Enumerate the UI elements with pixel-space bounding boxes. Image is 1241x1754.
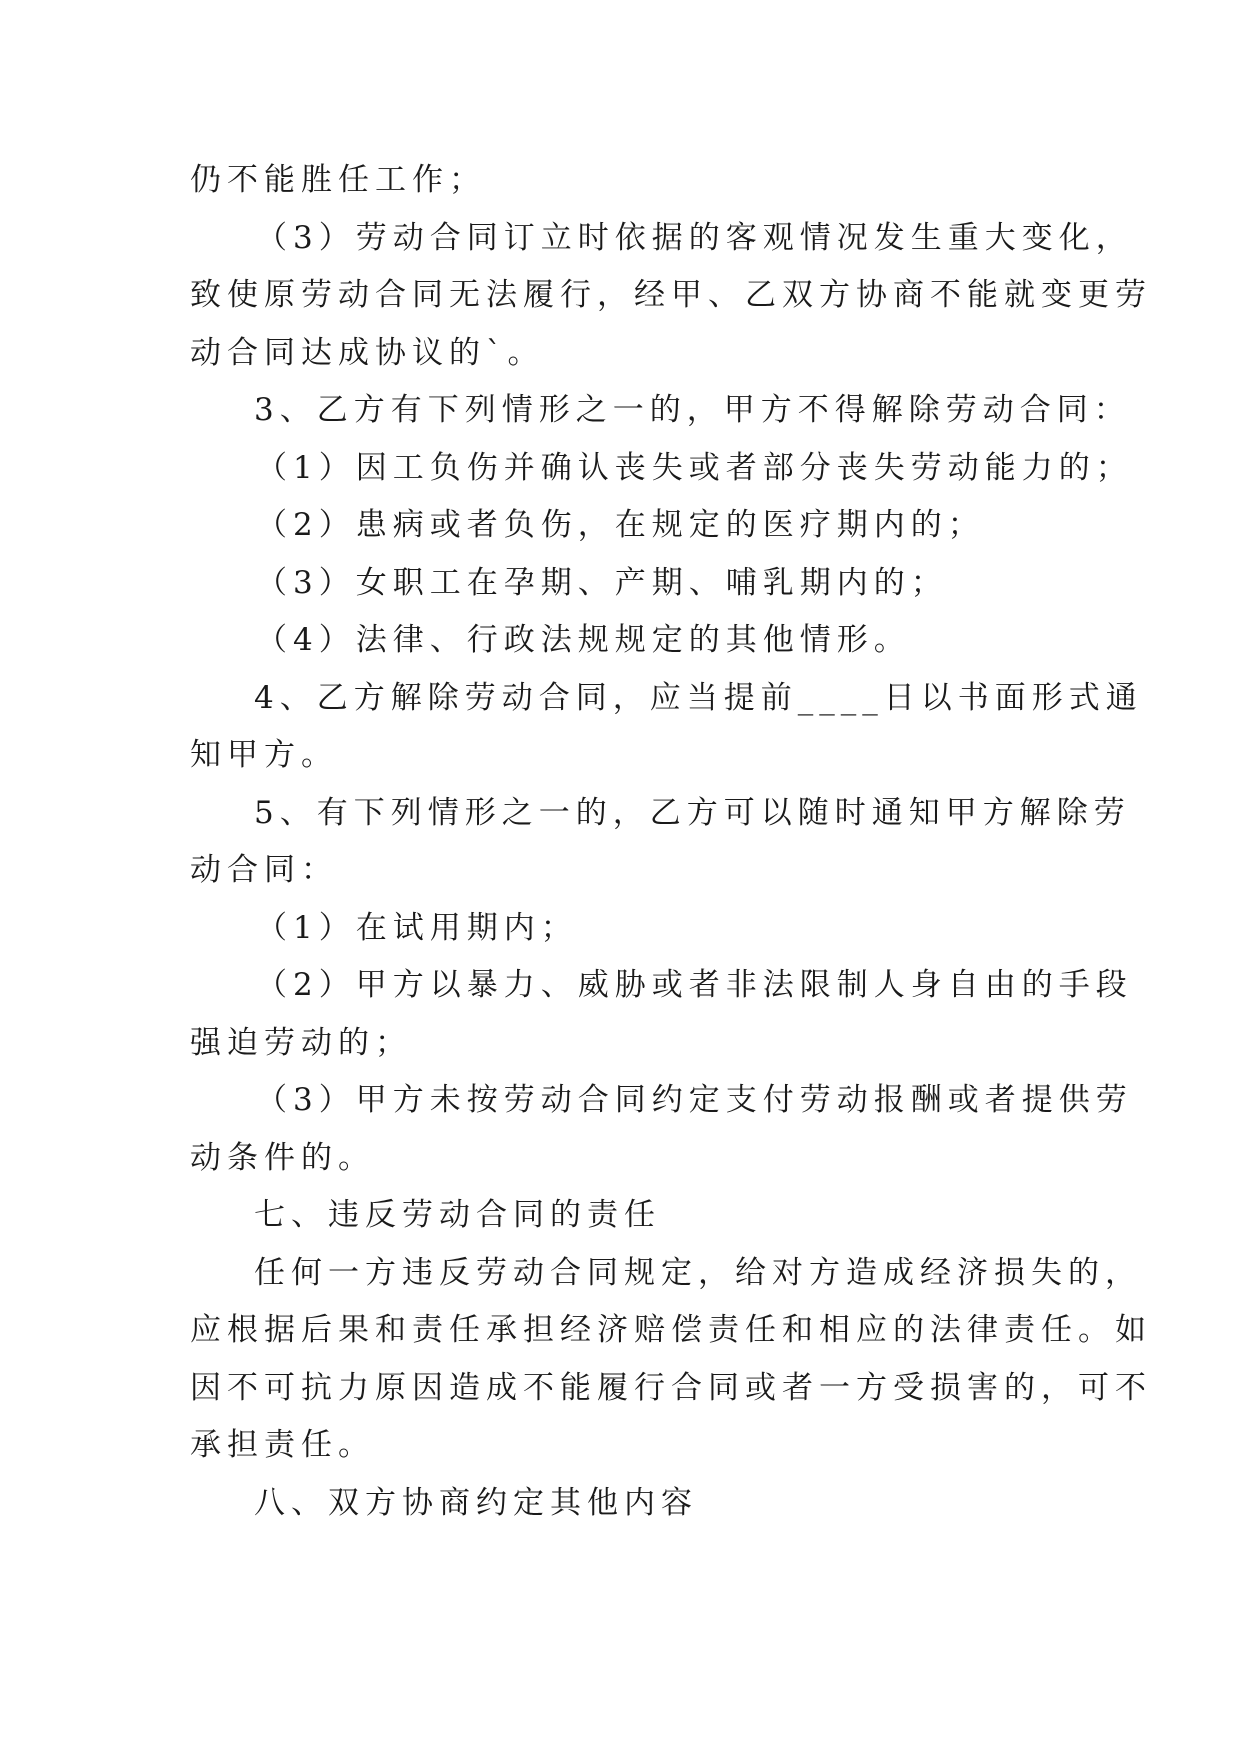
text-line: （2）甲方以暴力、威胁或者非法限制人身自由的手段 xyxy=(256,967,1133,1003)
text-line: 任何一方违反劳动合同规定，给对方造成经济损失的， xyxy=(254,1254,1142,1291)
text-line: 承担责任。 xyxy=(190,1427,375,1463)
text-line: 5、有下列情形之一的，乙方可以随时通知甲方解除劳 xyxy=(254,794,1131,831)
text-line: 知甲方。 xyxy=(190,737,338,773)
text-line: 3、乙方有下列情形之一的，甲方不得解除劳动合同： xyxy=(254,392,1131,428)
text-line: 强迫劳动的； xyxy=(190,1024,412,1061)
text-line: 致使原劳动合同无法履行，经甲、乙双方协商不能就变更劳 xyxy=(190,277,1152,313)
text-line: 动条件的。 xyxy=(190,1139,375,1176)
text-line: （4）法律、行政法规规定的其他情形。 xyxy=(256,622,911,658)
text-line: （3）女职工在孕期、产期、哺乳期内的； xyxy=(256,564,948,601)
text-line: （2）患病或者负伤，在规定的医疗期内的； xyxy=(256,507,985,543)
text-line: 仍不能胜任工作； xyxy=(190,162,486,198)
text-line: （1）因工负伤并确认丧失或者部分丧失劳动能力的； xyxy=(256,449,1133,486)
text-line: 因不可抗力原因造成不能履行合同或者一方受损害的，可不 xyxy=(190,1369,1152,1406)
text-line: 动合同达成协议的`。 xyxy=(190,334,545,371)
text-line: （3）甲方未按劳动合同约定支付劳动报酬或者提供劳 xyxy=(256,1082,1133,1118)
section-heading: 八、双方协商约定其他内容 xyxy=(254,1484,698,1521)
text-line: （3）劳动合同订立时依据的客观情况发生重大变化， xyxy=(256,219,1133,256)
text-line: （1）在试用期内； xyxy=(256,909,578,946)
text-line: 4、乙方解除劳动合同，应当提前____日以书面形式通 xyxy=(254,679,1143,716)
text-line: 动合同： xyxy=(190,852,338,888)
document-body xyxy=(190,152,1152,1532)
text-line: 应根据后果和责任承担经济赔偿责任和相应的法律责任。如 xyxy=(190,1312,1152,1348)
section-heading: 七、违反劳动合同的责任 xyxy=(254,1197,661,1233)
